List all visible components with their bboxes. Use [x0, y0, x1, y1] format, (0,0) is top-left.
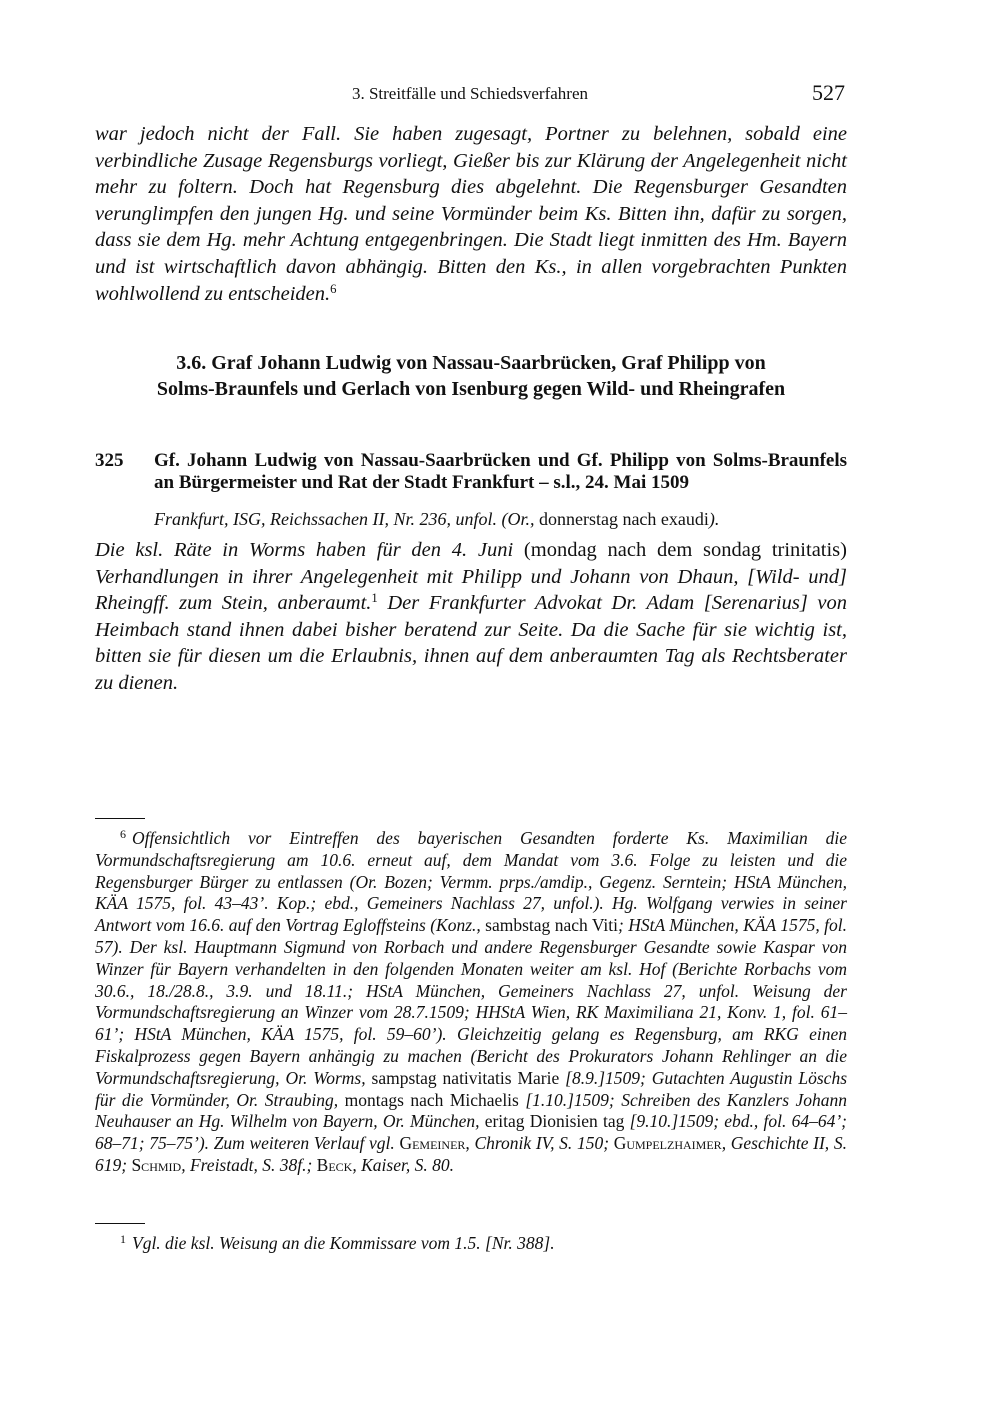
footnote-ref-6[interactable]: 6 [330, 281, 337, 296]
source-date-original: donnerstag nach exaudi [534, 509, 709, 529]
footnote-text: Offensichtlich vor Eintreffen des bayerischen Gesandten forderte Ks. Maximilian die Vormundschaftsregierung am 10.6. erneut auf, dem Mandat vom 3.6. Folge zu leisten und die Regensburger Bürger zu entlassen (Or. Bozen; Vermm. prps./amdip., Gegenz. Serntein; HStA München, KÄA 1575, fol. 43–43’. Kop.; ebd., Gemeiners Nachlass 27, unfol.). Hg. Wolfgang verwies in seiner Antwort vom 16.6. auf den Vortrag Egloffsteins (Konz., [95, 828, 847, 936]
footnote-mark: 6 [120, 827, 126, 841]
footnote-ref-1[interactable]: 1 [371, 591, 378, 606]
footnote-text: , Chronik IV, S. 150; [465, 1133, 610, 1154]
footnote-text: sampstag nativitatis Marie [365, 1067, 566, 1088]
author-name: Gumpelzhaimer [609, 1133, 722, 1154]
footnote-text: , Freistadt, S. 38f.; [181, 1154, 313, 1175]
summary-text: Die ksl. Räte in Worms haben für den 4. Juni [95, 539, 514, 561]
footnote-text: ; HStA München, KÄA 1575, fol. 57). Der ksl. Hauptmann Sigmund von Rorbach und andere Regensburger Gesandte sowie Kaspar von Winzer für Bayern verhandelten in den folgenden Monaten weiter am ksl. Hof (Berichte Rorbachs vom 30.6., 18./28.8., 3.9. und 18.11.; HStA München, Gemeiners Nachlass 27, unfol. Weisung der Vormundschaftsregierung an Winzer vom 28.7.1509; HHStA Wien, RK Maximiliana 21, Konv. 1, fol. 61–61’; HStA München, KÄA 1575, fol. 59–60’). Gleichzeitig gelang es Regensburg, am RKG einen Fiskalprozess gegen Bayern anhängig zu machen (Bericht des Prokurators Johann Rehlinger an die Vormundschaftsregierung, Or. Worms, [95, 915, 847, 1088]
original-date-quote: (mondag nach dem sondag trinitatis) [513, 539, 847, 561]
author-name: Beck [312, 1154, 353, 1175]
summary-text: Der Frankfurter Advokat Dr. Adam [Serenarius] von Heimbach stand ihnen dabei bisher beratend zur Seite. Da die Sache für sie wichtig ist, bitten sie für diesen um die Erlaubnis, ihnen auf dem anberaumten Tag als Rechtsberater zu dienen. [95, 592, 847, 694]
section-heading-line-1: 3.6. Graf Johann Ludwig von Nassau-Saarbrücken, Graf Philipp von [176, 352, 766, 374]
section-heading [95, 350, 847, 402]
paragraph-text: war jedoch nicht der Fall. Sie haben zugesagt, Portner zu belehnen, sobald eine verbindliche Zusage Regensburgs vorliegt, Gießer bis zur Klärung der Angelegenheit nicht mehr zu foltern. Doch hat Regensburg dies abgelehnt. Die Regensburger Gesandten verunglimpfen den jungen Hg. und seine Vormünder beim Ks. Bitten ihn, dafür zu sorgen, dass sie dem Hg. mehr Achtung entgegenbringen. Die Stadt liegt inmitten des Hm. Bayern und ist wirtschaftlich davon abhängig. Bitten den Ks., in allen vorgebrachten Punkten wohlwollend zu entscheiden. [95, 123, 847, 305]
summary-text: Verhandlungen in ihrer Angelegenheit mit Philipp und Johann von Dhaun, [Wild- und] Rheingff. zum Stein, anberaumt. [95, 565, 847, 615]
footnote-text: Vgl. die ksl. Weisung an die Kommissare vom 1.5. [Nr. 388]. [132, 1233, 555, 1253]
document-source [154, 508, 847, 530]
page-number: 527 [812, 80, 845, 105]
footnote-text: [1.10.]1509; Schreiben des Kanzlers Johann Neuhauser an Hg. Wilhelm von Bayern, Or. München, [95, 1089, 847, 1132]
footnote-6 [95, 824, 847, 1177]
footnote-1 [95, 1229, 847, 1255]
footnote-text: [9.10.]1509; ebd., fol. 64–64’; 68–71; 75–75’). Zum weiteren Verlauf vgl. [95, 1111, 847, 1154]
document-summary [95, 537, 847, 697]
source-end: ). [708, 509, 720, 529]
author-name: Schmid [127, 1154, 182, 1175]
running-head [95, 80, 845, 108]
footnote-divider [95, 818, 145, 819]
paragraph-continued [95, 121, 847, 307]
footnote-text: montags nach Michaelis [338, 1089, 526, 1110]
section-heading-line-2: Solms-Braunfels und Gerlach von Isenburg gegen Wild- und Rheingrafen [156, 378, 786, 400]
footnote-text: eritag Dionisien tag [479, 1111, 630, 1132]
source-citation: Frankfurt, ISG, Reichssachen II, Nr. 236, unfol. (Or., [154, 509, 535, 529]
footnote-divider [95, 1223, 145, 1224]
running-title: 3. Streitfälle und Schiedsverfahren [351, 84, 589, 103]
footnote-text: [8.9.]1509; Gutachten Augustin Löschs für die Vormünder, Or. Straubing, [95, 1067, 848, 1110]
author-name: Gemeiner [394, 1133, 466, 1154]
footnote-text: sambstag nach Viti [480, 915, 619, 936]
footnote-text: , Kaiser, S. 80. [352, 1154, 454, 1175]
footnote-text: , Geschichte II, S. 619; [95, 1133, 847, 1175]
document-number: 325 [95, 450, 124, 471]
document-title: Gf. Johann Ludwig von Nassau-Saarbrücken und Gf. Philipp von Solms-Braunfels an Bürgermeister und Rat der Stadt Frankfurt – s.l., 24. Mai 1509 [154, 450, 847, 493]
footnote-mark: 1 [120, 1232, 126, 1246]
